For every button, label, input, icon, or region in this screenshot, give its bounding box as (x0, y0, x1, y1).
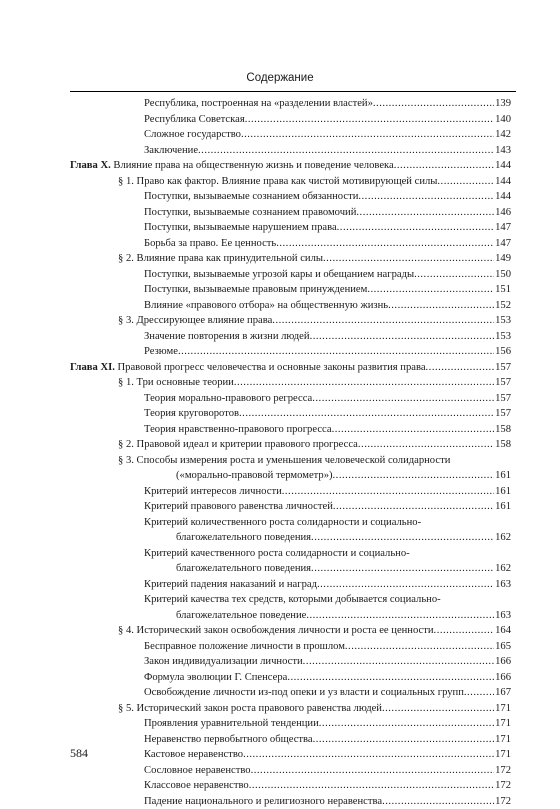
toc-page-number: 139 (495, 96, 511, 112)
dot-leader (345, 639, 494, 655)
dot-leader (333, 468, 494, 484)
toc-entry-title: Критерий качественного роста солидарности и социально- (144, 546, 410, 562)
toc-entry-title: Неравенство первобытного общества (144, 732, 313, 748)
toc-entry (0, 189, 560, 205)
toc-entry-title: Критерий количественного роста солидарности и социально- (144, 515, 421, 531)
toc-entry-title: Борьба за право. Ее ценность (144, 236, 276, 252)
dot-leader (303, 654, 494, 670)
toc-entry (0, 670, 560, 686)
toc-entry-title: Сословное неравенство (144, 763, 251, 779)
toc-entry (0, 112, 560, 128)
toc-entry (0, 623, 560, 639)
header-rule (70, 91, 516, 92)
toc-entry-title: Критерий правового равенства личностей (144, 499, 333, 515)
toc-entry (0, 763, 560, 779)
dot-leader (317, 577, 494, 593)
dot-leader (333, 499, 494, 515)
toc-page-number: 161 (495, 499, 511, 515)
dot-leader (464, 685, 494, 701)
running-header: Содержание (0, 72, 560, 84)
toc-entry-title: § 2. Правовой идеал и критерии правового прогресса (118, 437, 358, 453)
dot-leader (358, 189, 494, 205)
toc-entry (0, 794, 560, 809)
dot-leader (282, 484, 494, 500)
toc-entry-title: Поступки, вызываемые сознанием обязанности (144, 189, 358, 205)
dot-leader (239, 406, 494, 422)
toc-entry-title (70, 360, 426, 376)
toc-entry-title: Освобождение личности из-под опеки и уз власти и социальных групп (144, 685, 464, 701)
toc-entry-title: Критерий интересов личности (144, 484, 282, 500)
toc-page-number: 157 (495, 360, 511, 376)
toc-entry (0, 592, 560, 623)
toc-page-number: 166 (495, 654, 511, 670)
toc-chapter (0, 360, 560, 376)
toc-entry-title: § 1. Три основные теории (118, 375, 234, 391)
toc-entry-title: § 1. Право как фактор. Влияние права как чистой мотивирующей силы (118, 174, 437, 190)
toc-page-number: 163 (495, 577, 511, 593)
dot-leader (394, 158, 494, 174)
toc-entry-title: Бесправное положение личности в прошлом (144, 639, 345, 655)
dot-leader (382, 701, 494, 717)
toc-page-number: 161 (495, 484, 511, 500)
dot-leader (323, 251, 494, 267)
toc-page-number: 144 (495, 158, 511, 174)
toc-entry (0, 174, 560, 190)
toc-entry (0, 515, 560, 546)
toc-entry-title: § 5. Исторический закон роста правового равенства людей (118, 701, 382, 717)
toc-entry-title: Резюме (144, 344, 178, 360)
toc-entry (0, 267, 560, 283)
dot-leader (319, 716, 494, 732)
toc-entry (0, 484, 560, 500)
toc-page-number: 164 (495, 623, 511, 639)
toc-entry (0, 282, 560, 298)
toc-entry-title: Сложное государство (144, 127, 241, 143)
toc-page-number: 171 (495, 716, 511, 732)
dot-leader (367, 282, 494, 298)
toc-page-number: 151 (495, 282, 511, 298)
toc-entry-title: § 3. Способы измерения роста и уменьшения человеческой солидарности (118, 453, 450, 469)
dot-leader (198, 143, 494, 159)
toc-entry (0, 654, 560, 670)
toc-page-number: 171 (495, 747, 511, 763)
toc-entry (0, 127, 560, 143)
toc-entry-title: Республика, построенная на «разделении властей» (144, 96, 373, 112)
toc-entry-title: Поступки, вызываемые правовым принуждением (144, 282, 367, 298)
toc-entry-title: § 4. Исторический закон освобождения личности и роста ее ценности (118, 623, 434, 639)
toc-entry (0, 499, 560, 515)
toc-chapter (0, 158, 560, 174)
chapter-title: Влияние права на общественную жизнь и поведение человека (111, 160, 394, 171)
toc-entry (0, 205, 560, 221)
chapter-title: Правовой прогресс человечества и основные законы развития права (115, 362, 426, 373)
dot-leader (241, 127, 494, 143)
toc-entry (0, 716, 560, 732)
toc-entry (0, 298, 560, 314)
toc-entry (0, 391, 560, 407)
toc-entry-title: Влияние «правового отбора» на общественную жизнь (144, 298, 388, 314)
toc-page-number: 153 (495, 313, 511, 329)
toc-entry (0, 701, 560, 717)
toc-entry (0, 437, 560, 453)
toc-page-number: 153 (495, 329, 511, 345)
chapter-label: Глава XI. (70, 362, 115, 373)
toc-entry-title-continuation: благожелательного поведения (176, 561, 311, 577)
toc-entry-title: Значение повторения в жизни людей (144, 329, 310, 345)
toc-entry (0, 685, 560, 701)
dot-leader (356, 205, 494, 221)
dot-leader (313, 732, 494, 748)
toc-entry-title-continuation: благожелательное поведение (176, 608, 306, 624)
toc-entry (0, 546, 560, 577)
dot-leader (310, 329, 494, 345)
toc-page-number: 161 (495, 468, 511, 484)
toc-entry (0, 453, 560, 484)
toc-page-number: 166 (495, 670, 511, 686)
toc-page-number: 163 (495, 608, 511, 624)
toc-entry (0, 96, 560, 112)
toc-entry-title: Критерий падения наказаний и наград (144, 577, 317, 593)
toc-page-number: 140 (495, 112, 511, 128)
toc-page-number: 156 (495, 344, 511, 360)
toc-page-number: 144 (495, 189, 511, 205)
toc-page-number: 167 (495, 685, 511, 701)
chapter-label: Глава X. (70, 160, 111, 171)
toc-entry (0, 344, 560, 360)
dot-leader (414, 267, 494, 283)
toc-page-number: 152 (495, 298, 511, 314)
toc-page-number: 147 (495, 236, 511, 252)
toc-entry-title: Кастовое неравенство (144, 747, 243, 763)
toc-page-number: 147 (495, 220, 511, 236)
dot-leader (276, 236, 494, 252)
toc-page-number: 150 (495, 267, 511, 283)
toc-entry-title: Поступки, вызываемые сознанием правомочий (144, 205, 356, 221)
toc-page-number: 172 (495, 763, 511, 779)
toc-entry (0, 406, 560, 422)
toc-page-number: 172 (495, 778, 511, 794)
dot-leader (234, 375, 494, 391)
page-number: 584 (70, 746, 88, 761)
toc-entry-title: Теория морально-правового регресса (144, 391, 312, 407)
toc-page-number: 162 (495, 561, 511, 577)
dot-leader (373, 96, 494, 112)
toc-entry-title: Закон индивидуализации личности (144, 654, 303, 670)
toc-page-number: 158 (495, 422, 511, 438)
toc-entry (0, 778, 560, 794)
dot-leader (306, 608, 494, 624)
dot-leader (312, 391, 494, 407)
toc-page-number: 158 (495, 437, 511, 453)
toc-entry (0, 313, 560, 329)
toc-entry (0, 422, 560, 438)
toc-entry (0, 375, 560, 391)
dot-leader (426, 360, 494, 376)
toc-entry (0, 639, 560, 655)
toc-entry-title: Классовое неравенство (144, 778, 249, 794)
toc-page-number: 157 (495, 391, 511, 407)
toc-page-number: 149 (495, 251, 511, 267)
toc-entry-title-continuation: («морально-правовой термометр») (176, 468, 333, 484)
toc-entry-title: Формула эволюции Г. Спенсера (144, 670, 287, 686)
toc-entry (0, 732, 560, 748)
toc-entry-title: Поступки, вызываемые нарушением права (144, 220, 337, 236)
toc-page-number: 162 (495, 530, 511, 546)
toc-entry-title: § 2. Влияние права как принудительной силы (118, 251, 323, 267)
toc-page-number: 157 (495, 406, 511, 422)
toc-entry-title: Республика Советская (144, 112, 245, 128)
dot-leader (388, 298, 494, 314)
dot-leader (243, 747, 494, 763)
dot-leader (382, 794, 494, 809)
toc-page-number: 144 (495, 174, 511, 190)
dot-leader (311, 561, 494, 577)
toc-entry-title: Заключение (144, 143, 198, 159)
dot-leader (437, 174, 494, 190)
toc-page-number: 171 (495, 732, 511, 748)
dot-leader (332, 422, 494, 438)
dot-leader (434, 623, 494, 639)
dot-leader (249, 778, 494, 794)
dot-leader (178, 344, 494, 360)
toc-entry-title: § 3. Дрессирующее влияние права (118, 313, 272, 329)
toc-page-number: 143 (495, 143, 511, 159)
dot-leader (358, 437, 494, 453)
dot-leader (272, 313, 494, 329)
toc-entry (0, 251, 560, 267)
toc-page-number: 142 (495, 127, 511, 143)
dot-leader (311, 530, 494, 546)
toc-entry-title-continuation: благожелательного поведения (176, 530, 311, 546)
dot-leader (245, 112, 494, 128)
toc-page-number: 171 (495, 701, 511, 717)
toc-entry-title: Проявления уравнительной тенденции (144, 716, 319, 732)
toc-entry (0, 577, 560, 593)
toc-entry-title: Падение национального и религиозного неравенства (144, 794, 382, 809)
toc-page-number: 172 (495, 794, 511, 809)
toc-entry-title: Теория круговоротов (144, 406, 239, 422)
toc-page-number: 157 (495, 375, 511, 391)
toc-entry-title: Критерий качества тех средств, которыми добывается социально- (144, 592, 441, 608)
toc-entry (0, 329, 560, 345)
toc-entry (0, 220, 560, 236)
dot-leader (337, 220, 494, 236)
toc-entry-title (70, 158, 394, 174)
toc-page-number: 146 (495, 205, 511, 221)
toc-entry-title: Теория нравственно-правового прогресса (144, 422, 332, 438)
toc-entry-title: Поступки, вызываемые угрозой кары и обещанием награды (144, 267, 414, 283)
toc-page-number: 165 (495, 639, 511, 655)
dot-leader (287, 670, 494, 686)
toc-entry (0, 143, 560, 159)
dot-leader (251, 763, 494, 779)
toc-entry (0, 236, 560, 252)
